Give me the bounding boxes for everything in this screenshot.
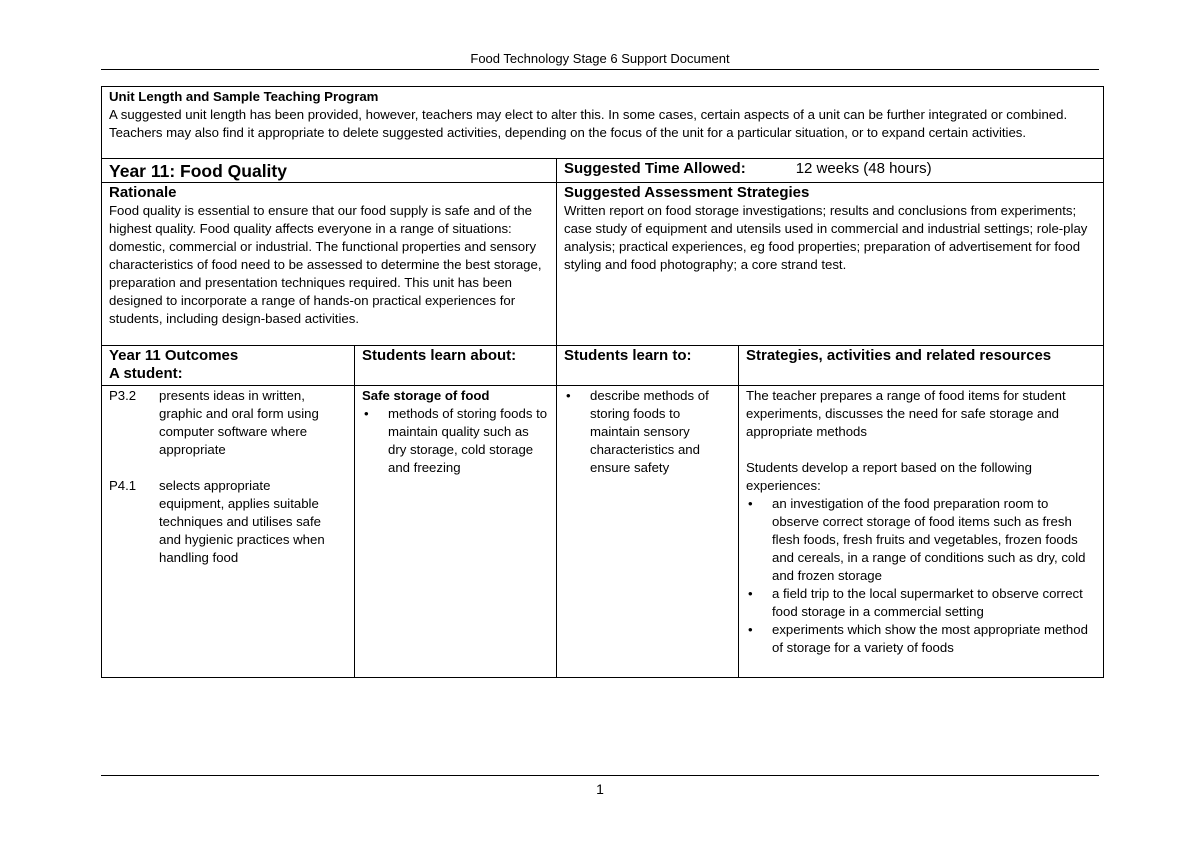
bullet-icon: • xyxy=(566,388,571,403)
learn-about-cell xyxy=(355,386,557,678)
outcome-text: selects appropriate equipment, applies suitable techniques and utilises safe and hygienic practices when handling food xyxy=(159,478,325,565)
unit-title: Year 11: Food Quality xyxy=(102,159,557,183)
column-header-learn-about: Students learn about: xyxy=(355,346,557,386)
bullet-icon: • xyxy=(748,622,753,637)
strategies-cell xyxy=(739,386,1104,678)
outcome-text: presents ideas in written, graphic and oral form using computer software where appropriate xyxy=(159,388,319,457)
column-header-outcomes: Year 11 Outcomes A student: xyxy=(102,346,355,386)
rationale-text: Food quality is essential to ensure that our food supply is safe and of the highest quality. Food quality affects everyone in a range of situations: domestic, commercial or industrial. The functional properties and sensory characteristics of food need to be assessed to determine the best storage, preparation and presentation techniques required. This unit has been designed to incorporate a range of hands-on practical experiences for students, including design-based activities. xyxy=(109,203,542,326)
intro-heading: Unit Length and Sample Teaching Program xyxy=(109,89,379,104)
column-header-learn-to: Students learn to: xyxy=(557,346,739,386)
intro-cell xyxy=(102,87,1104,159)
list-item: • methods of storing foods to maintain quality such as dry storage, cold storage and freezing xyxy=(364,406,548,475)
bullet-icon: • xyxy=(364,406,369,421)
document-header: Food Technology Stage 6 Support Document xyxy=(470,51,730,66)
list-item: • a field trip to the local supermarket to observe correct food storage in a commercial setting xyxy=(748,586,1083,619)
time-allowed-label: Suggested Time Allowed: xyxy=(564,160,746,177)
column-header-strategies: Strategies, activities and related resources xyxy=(739,346,1104,386)
outcomes-cell xyxy=(102,386,355,678)
strategies-paragraph: The teacher prepares a range of food items for student experiments, discusses the need for safe storage and appropriate methods xyxy=(746,388,1066,439)
time-allowed-cell xyxy=(557,159,1104,183)
outcome-code: P4.1 xyxy=(109,478,137,493)
footer-rule xyxy=(101,775,1099,776)
outcome-code: P3.2 xyxy=(109,388,137,403)
learn-to-cell xyxy=(557,386,739,678)
learn-about-heading: Safe storage of food xyxy=(362,388,490,403)
time-allowed-value: 12 weeks (48 hours) xyxy=(795,160,932,177)
list-item: • describe methods of storing foods to maintain sensory characteristics and ensure safety xyxy=(566,388,709,475)
rationale-cell xyxy=(102,183,557,346)
assessment-text: Written report on food storage investigations; results and conclusions from experiments; case study of equipment and utensils used in commercial and industrial settings; role-play analysis; practical experiences, eg food properties; preparation of advertisement for food styling and food photography; a core strand test. xyxy=(564,203,1088,272)
bullet-icon: • xyxy=(748,586,753,601)
outcome-item xyxy=(109,387,348,459)
list-item: • an investigation of the food preparation room to observe correct storage of food items such as fresh flesh foods, fresh fruits and vegetables, frozen foods and cereals, in a range of conditions such as dry, cold and frozen storage xyxy=(748,496,1086,583)
teaching-program-table xyxy=(101,86,1104,678)
assessment-heading: Suggested Assessment Strategies xyxy=(564,184,810,201)
list-item: • experiments which show the most appropriate method of storage for a variety of foods xyxy=(748,622,1088,655)
rationale-heading: Rationale xyxy=(109,184,177,201)
page-number: 1 xyxy=(596,781,604,797)
assessment-cell xyxy=(557,183,1104,346)
header-rule xyxy=(101,69,1099,70)
intro-text: A suggested unit length has been provided, however, teachers may elect to alter this. In some cases, certain aspects of a unit can be further integrated or combined. Teachers may also find it appropriate to delete suggested activities, depending on the focus of the unit for a particular situation, or to expand certain activities. xyxy=(109,107,1068,140)
strategies-paragraph: Students develop a report based on the following experiences: xyxy=(746,460,1032,493)
bullet-icon: • xyxy=(748,496,753,511)
outcome-item xyxy=(109,477,348,567)
